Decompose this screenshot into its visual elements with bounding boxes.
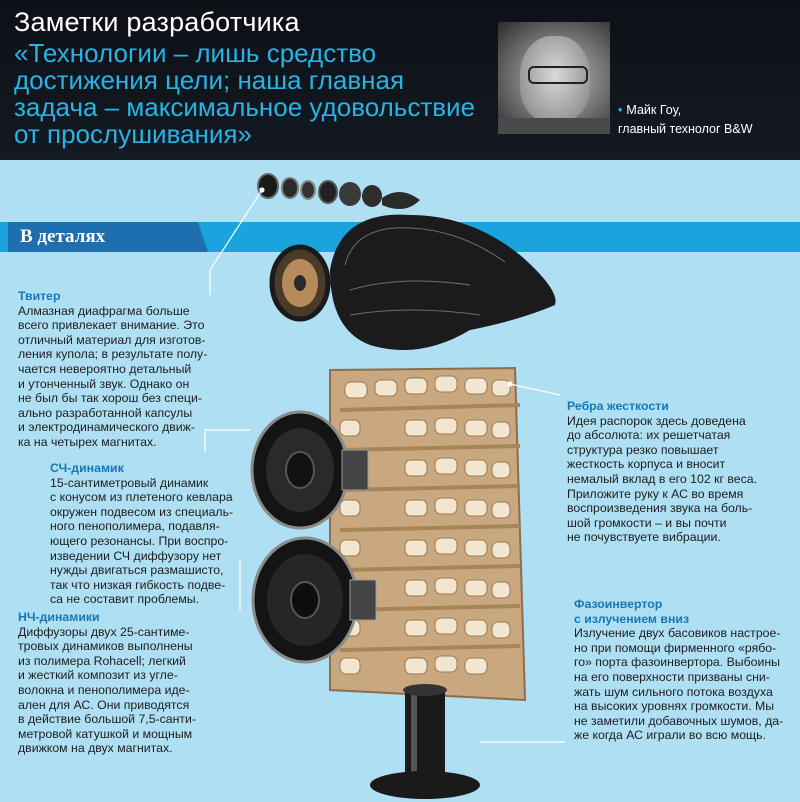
midrange-block [50,461,255,607]
bass-block [18,610,248,756]
bass-text: Диффузоры двух 25-сантиме- тровых динамиков выполнены из полимера Rohacell; легкий и жесткий композит из угле- волокна и пенополимера иде- ален для АС. Они приводятся в действие большой 7,5-санти- метровой катушкой и мощным движком на двух магнитах. [18,624,197,756]
bullet-icon: • [618,103,623,117]
midrange-head [272,215,556,350]
port-text: Излучение двух басовиков настрое- но при помощи фирменного «рябо- го» порта фазоинвертора. Выбоины на его поверхности призваны сни- жать шум сильного потока воздуха на высоких уровнях громкости. Мы не заметили добавочных шумов, да- же когда АС играли во всю мощь. [574,626,784,743]
ribs-text: Идея распорок здесь доведена до абсолюта: их решетчатая структура резко повышает жесткость корпуса и вносит немалый вклад в его 102 кг веса. Приложите руку к АС во время воспроизведения звука на боль- шой громкости – и вы почти не почувствуете вибрации. [567,413,757,545]
tweeter-exploded-parts [258,174,420,209]
section-tag-label: В деталях [20,226,106,247]
attribution-name: Майк Гоу, [626,103,682,117]
header-kicker: Заметки разработчика [14,7,300,37]
attribution-role: главный технолог B&W [618,122,753,136]
midrange-heading: СЧ-динамик [50,461,124,475]
tweeter-text: Алмазная диафрагма больше всего привлекает внимание. Это отличный материал для изготов- ления купола; в результате полу- чается невероятно детальный и утонченный звук. Однако он не был бы так хорош без специ- ально разработанной капсулы и электродинамического движ- ка на четырех магнитах. [18,303,208,449]
port-heading: Фазоинвертор с излучением вниз [574,597,690,626]
tweeter-heading: Твитер [18,289,61,303]
ribs-block [567,399,777,545]
ribs-heading: Ребра жесткости [567,399,669,413]
midrange-text: 15-сантиметровый динамик с конусом из плетеного кевлара окружен подвесом из специаль- ного пенополимера, подавля- ющего резонансы. При воспро- изведении СЧ диффузору нет нужды двигаться размашисто, так что низкая гибкость подве- са не составит проблемы. [50,475,234,607]
header-quote: «Технологии – лишь средство достижения цели; наша главная задача – максимальное удовольствие от прослушивания» [14,38,476,149]
rib-lattice [330,368,525,700]
port-pedestal [370,684,480,799]
bass-heading: НЧ-динамики [18,610,100,624]
port-block [574,597,789,743]
tweeter-block [18,289,268,450]
